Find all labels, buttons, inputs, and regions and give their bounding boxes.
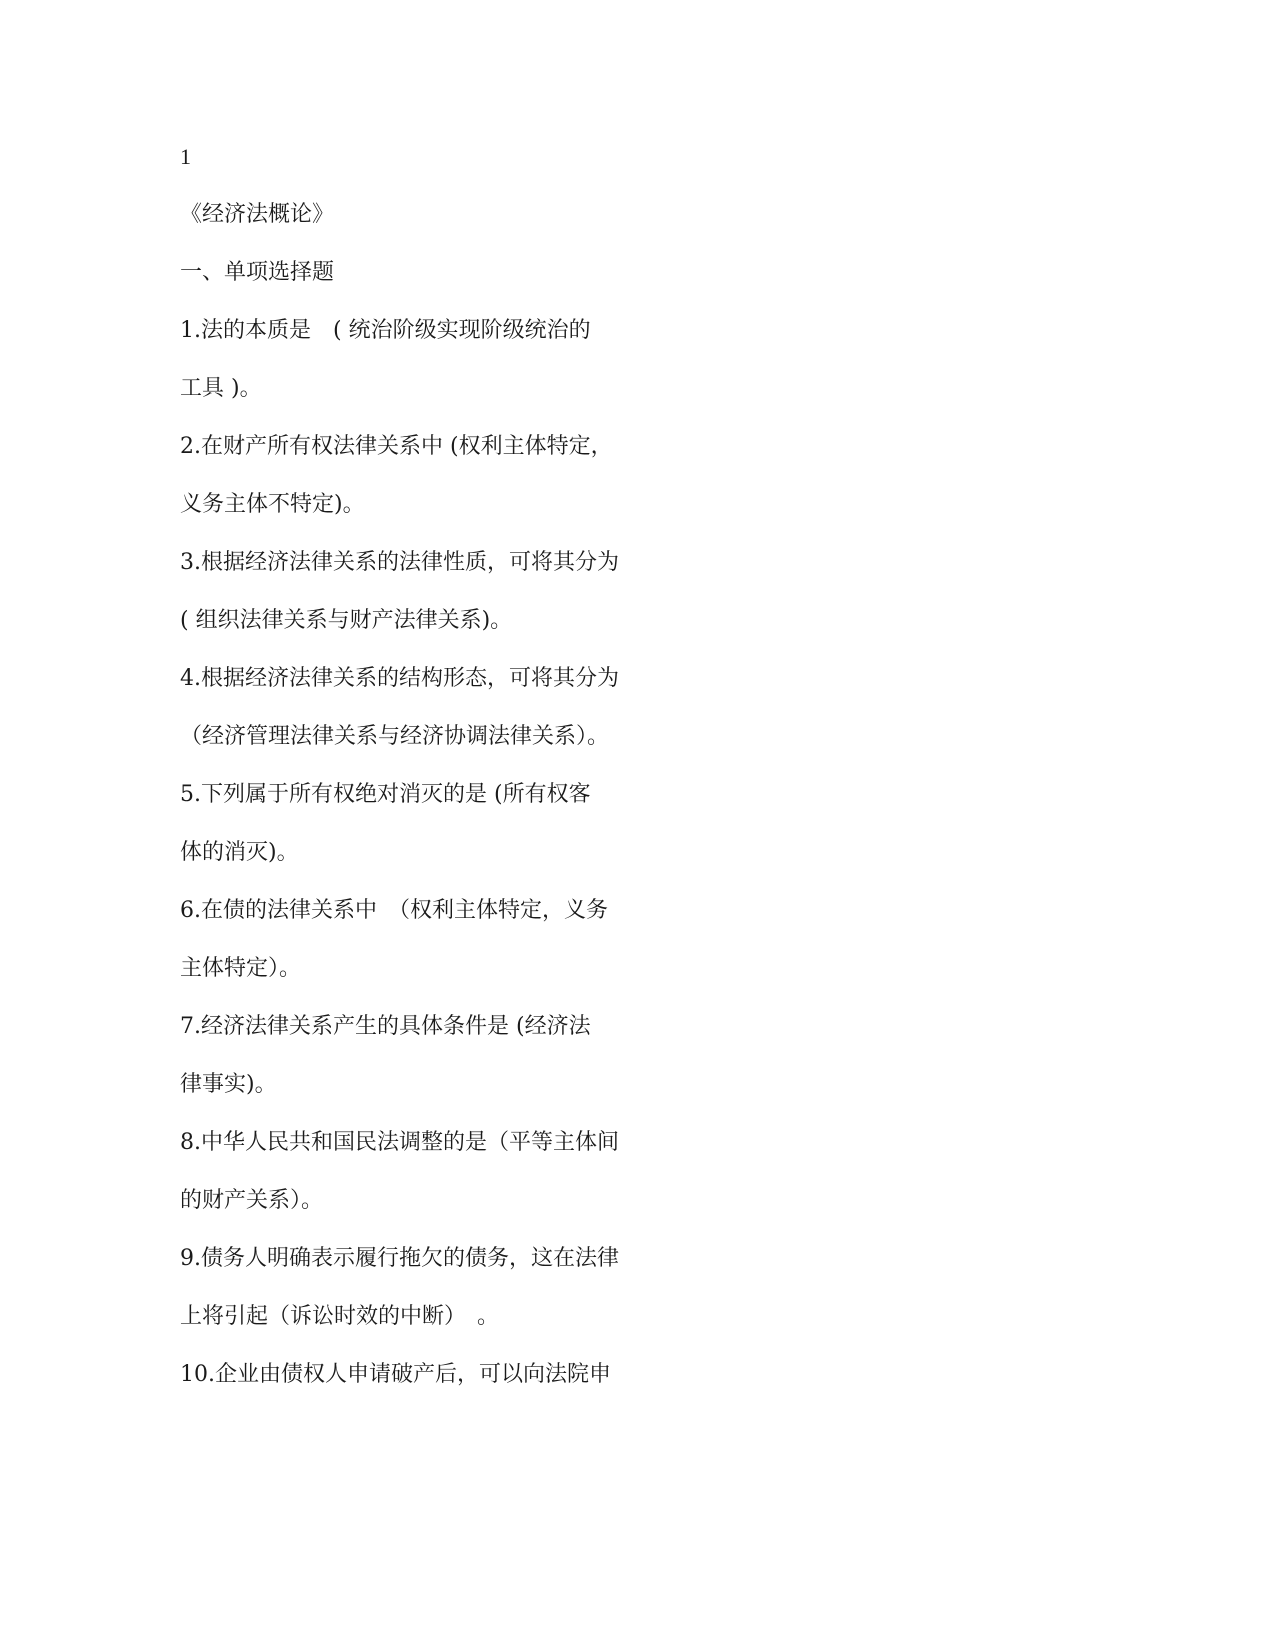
- text-line: 1.法的本质是 ( 统治阶级实现阶级统治的: [180, 318, 591, 343]
- text-line: 工具 )。: [180, 376, 262, 401]
- document-title: 《经济法概论》: [180, 202, 335, 227]
- section-heading: 一、单项选择题: [180, 260, 335, 285]
- text-line: 7.经济法律关系产生的具体条件是 (经济法: [180, 1014, 591, 1039]
- text-line: 2.在财产所有权法律关系中 (权利主体特定，: [180, 434, 613, 459]
- page-number: 1: [180, 144, 191, 169]
- text-line: ( 组织法律关系与财产法律关系)。: [180, 608, 513, 633]
- text-line: 主体特定）。: [180, 956, 302, 981]
- text-line: 律事实)。: [180, 1072, 277, 1097]
- text-line: 4.根据经济法律关系的结构形态，可将其分为: [180, 666, 619, 691]
- text-line: 5.下列属于所有权绝对消灭的是 (所有权客: [180, 782, 591, 807]
- text-line: 8.中华人民共和国民法调整的是（平等主体间: [180, 1130, 619, 1155]
- text-line: 体的消灭)。: [180, 840, 299, 865]
- text-line: 上将引起（诉讼时效的中断） 。: [180, 1304, 500, 1329]
- text-line: 3.根据经济法律关系的法律性质，可将其分为: [180, 550, 619, 575]
- text-line: 9.债务人明确表示履行拖欠的债务，这在法律: [180, 1246, 619, 1271]
- text-line: （经济管理法律关系与经济协调法律关系）。: [180, 724, 610, 749]
- text-line: 的财产关系）。: [180, 1188, 324, 1213]
- page-content: [180, 140, 680, 1416]
- text-line: 义务主体不特定)。: [180, 492, 365, 517]
- text-line: 6.在债的法律关系中 （权利主体特定，义务: [180, 898, 608, 923]
- text-line: 10.企业由债权人申请破产后，可以向法院申: [180, 1362, 611, 1387]
